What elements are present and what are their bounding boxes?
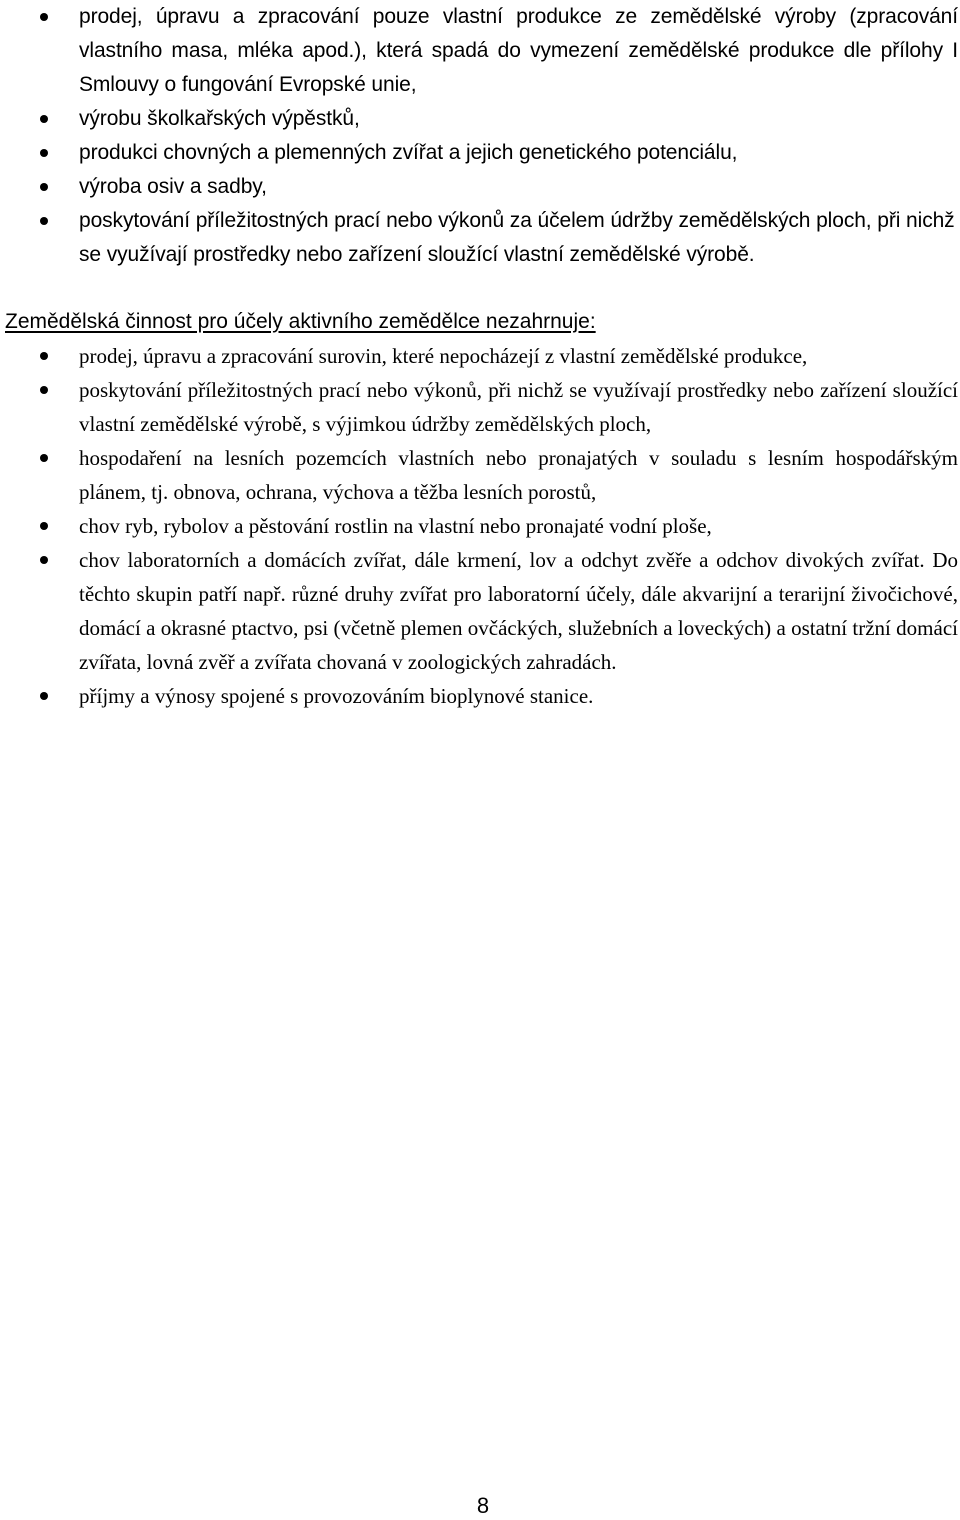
bullet-icon — [40, 183, 48, 191]
bullet-icon — [40, 454, 48, 462]
bullet-icon — [40, 386, 48, 394]
bullet-icon — [40, 692, 48, 700]
list-item — [0, 509, 960, 543]
list-item-text: výroba osiv a sadby, — [79, 175, 267, 198]
list-item-text: produkci chovných a plemenných zvířat a jejich genetického potenciálu, — [79, 141, 738, 164]
bullet-icon — [40, 522, 48, 530]
list-item — [0, 0, 960, 102]
list-item — [0, 136, 960, 170]
section-heading: Zemědělská činnost pro účely aktivního zemědělce nezahrnuje: — [5, 310, 596, 333]
included-activities-list — [0, 0, 960, 272]
list-item — [0, 441, 960, 509]
list-item — [0, 102, 960, 136]
list-item-text: chov ryb, rybolov a pěstování rostlin na vlastní nebo pronajaté vodní ploše, — [79, 514, 712, 538]
page-number: 8 — [476, 1493, 490, 1518]
list-item-text: poskytování příležitostných prací nebo výkonů, při nichž se využívají prostředky nebo zařízení sloužící vlastní zemědělské výrobě, s výjimkou údržby zemědělských ploch, — [79, 378, 958, 436]
bullet-icon — [40, 115, 48, 123]
bullet-icon — [40, 217, 48, 225]
list-item — [0, 679, 960, 713]
list-item — [0, 543, 960, 679]
list-item-text: prodej, úpravu a zpracování pouze vlastní produkce ze zemědělské výroby (zpracování vlastního masa, mléka apod.), která spadá do vymezení zemědělské produkce dle přílohy I Smlouvy o fungování Evropské unie, — [79, 5, 958, 96]
list-item-text: výrobu školkařských výpěstků, — [79, 107, 360, 130]
list-item-text: poskytování příležitostných prací nebo výkonů za účelem údržby zemědělských ploch, při nichž se využívají prostředky nebo zařízení sloužící vlastní zemědělské výrobě. — [79, 209, 955, 266]
excluded-activities-list — [0, 339, 960, 713]
list-item — [0, 339, 960, 373]
bullet-icon — [40, 149, 48, 157]
list-item — [0, 170, 960, 204]
list-item — [0, 373, 960, 441]
bullet-icon — [40, 556, 48, 564]
list-item-text: prodej, úpravu a zpracování surovin, které nepocházejí z vlastní zemědělské produkce, — [79, 344, 808, 368]
list-item — [0, 204, 960, 272]
list-item-text: příjmy a výnosy spojené s provozováním bioplynové stanice. — [79, 684, 594, 708]
bullet-icon — [40, 13, 48, 21]
list-item-text: hospodaření na lesních pozemcích vlastních nebo pronajatých v souladu s lesním hospodářským plánem, tj. obnova, ochrana, výchova a těžba lesních porostů, — [79, 446, 958, 504]
list-item-text: chov laboratorních a domácích zvířat, dále krmení, lov a odchyt zvěře a odchov divokých zvířat. Do těchto skupin patří např. různé druhy zvířat pro laboratorní účely, dále akvarijní a terarijní živočichové, domácí a okrasné ptactvo, psi (včetně plemen ovčáckých, služebních a loveckých) a ostatní tržní domácí zvířata, lovná zvěř a zvířata chovaná v zoologických zahradách. — [79, 548, 958, 674]
bullet-icon — [40, 352, 48, 360]
